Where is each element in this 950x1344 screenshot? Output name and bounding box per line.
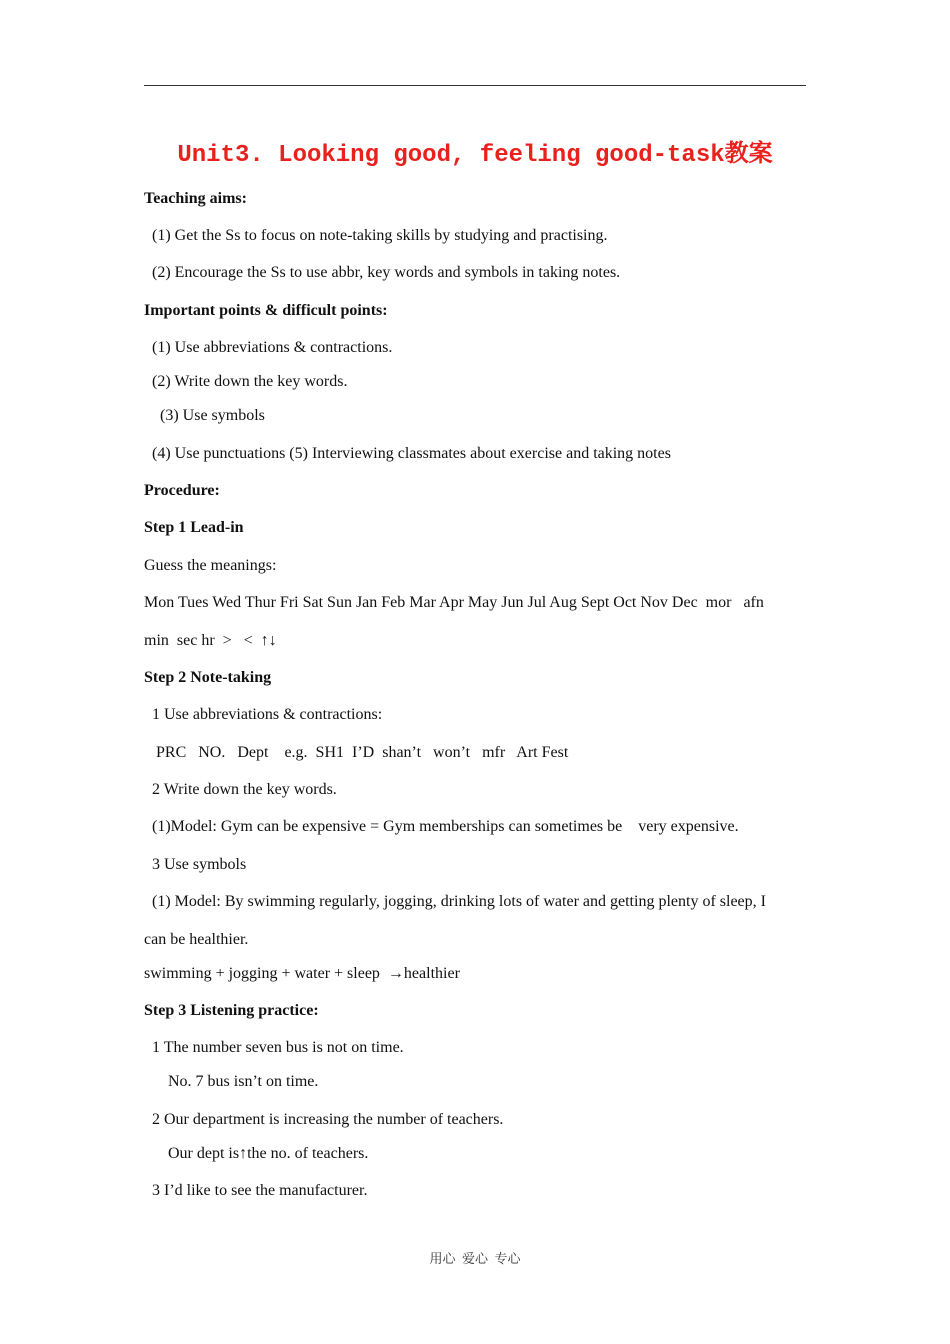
point-3: (3) Use symbols <box>144 407 265 424</box>
symbol-example: swimming + jogging + water + sleep →healthier <box>144 965 460 982</box>
model-swimming-cont: can be healthier. <box>144 931 249 948</box>
heading-important-points: Important points & difficult points: <box>144 302 388 319</box>
listening-3: 3 I’d like to see the manufacturer. <box>144 1182 368 1199</box>
abbreviation-list-2: min sec hr > < ↑↓ <box>144 632 277 649</box>
heading-procedure: Procedure: <box>144 482 220 499</box>
listening-2: 2 Our department is increasing the number of teachers. <box>144 1111 504 1128</box>
abbreviation-examples: PRC NO. Dept e.g. SH1 I’D shan’t won’t mfr Art Fest <box>144 744 569 761</box>
note-item-1: 1 Use abbreviations & contractions: <box>144 706 383 723</box>
model-gym: (1)Model: Gym can be expensive = Gym memberships can sometimes be very expensive. <box>144 818 739 835</box>
listening-2-note: Our dept is↑the no. of teachers. <box>144 1145 369 1162</box>
abbreviation-list-1: Mon Tues Wed Thur Fri Sat Sun Jan Feb Mar Apr May Jun Jul Aug Sept Oct Nov Dec mor afn <box>144 594 764 611</box>
guess-meanings: Guess the meanings: <box>144 557 277 574</box>
heading-step-2: Step 2 Note-taking <box>144 669 272 686</box>
heading-teaching-aims: Teaching aims: <box>144 190 247 207</box>
listening-1-note: No. 7 bus isn’t on time. <box>144 1073 319 1090</box>
aim-1: (1) Get the Ss to focus on note-taking skills by studying and practising. <box>144 227 608 244</box>
listening-1: 1 The number seven bus is not on time. <box>144 1039 404 1056</box>
note-item-3: 3 Use symbols <box>144 856 247 873</box>
heading-step-1: Step 1 Lead-in <box>144 519 244 536</box>
header-rule <box>144 85 806 86</box>
point-2: (2) Write down the key words. <box>144 373 348 390</box>
document-title: Unit3. Looking good, feeling good-task教案 <box>177 142 773 169</box>
point-4-5: (4) Use punctuations (5) Interviewing classmates about exercise and taking notes <box>144 445 671 462</box>
model-swimming: (1) Model: By swimming regularly, jogging, drinking lots of water and getting plenty of sleep, I <box>144 893 766 910</box>
aim-2: (2) Encourage the Ss to use abbr, key words and symbols in taking notes. <box>144 264 621 281</box>
page-footer: 用心 爱心 专心 <box>429 1251 521 1266</box>
point-1: (1) Use abbreviations & contractions. <box>144 339 393 356</box>
note-item-2: 2 Write down the key words. <box>144 781 337 798</box>
heading-step-3: Step 3 Listening practice: <box>144 1002 319 1019</box>
